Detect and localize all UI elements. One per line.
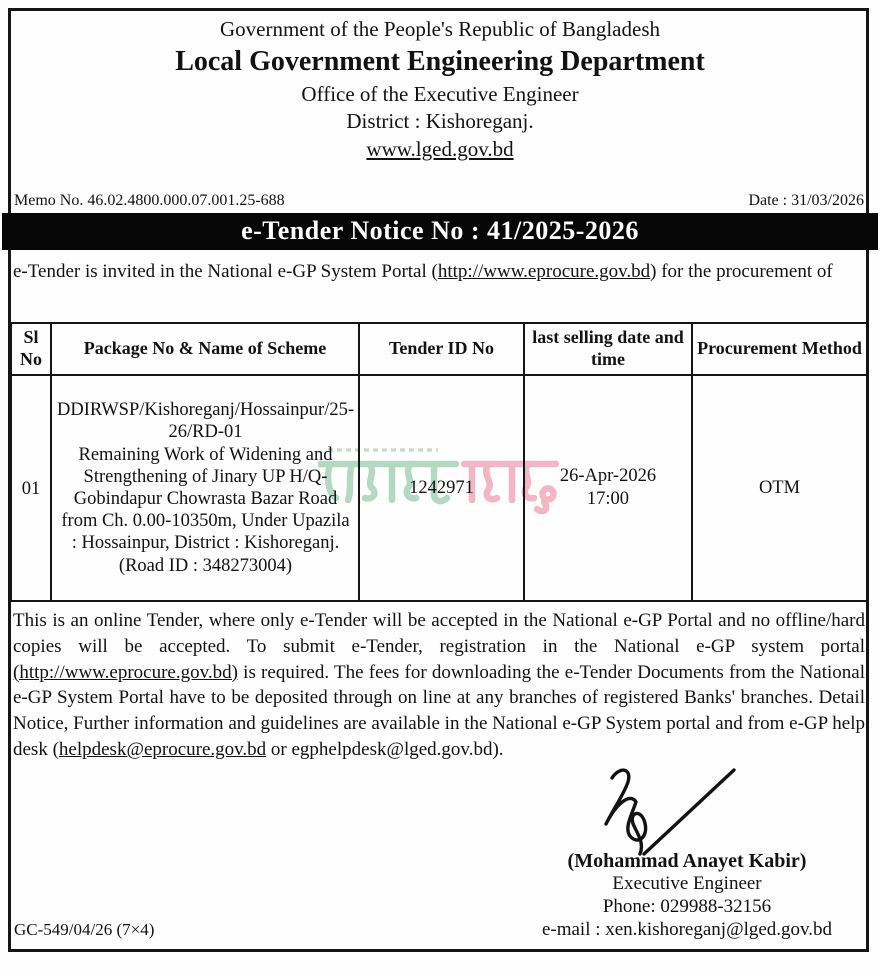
- eprocure-url-2: (http://www.eprocure.gov.bd): [13, 661, 238, 683]
- office-title: Office of the Executive Engineer: [301, 81, 579, 106]
- eprocure-url: http://www.eprocure.gov.bd: [437, 261, 651, 282]
- intro-paragraph: [13, 259, 865, 286]
- cell-tender-id: 1242971: [359, 375, 524, 601]
- signatory-title: Executive Engineer: [612, 873, 762, 894]
- tender-table: [10, 322, 868, 602]
- closing-text-2: is required. The fees for downloading the e-Tender Documents from the National e-GP System Portal have to be deposited through on line at any branches of registered Banks' branches. Detail Notice, Further information and guidelines are available in the National e-GP System portal and from e-GP help desk (: [13, 661, 865, 761]
- signatory-phone: Phone: 029988-32156: [602, 895, 772, 917]
- signature-image: [586, 758, 750, 856]
- department-title: Local Government Engineering Department: [175, 45, 705, 77]
- closing-text-1: This is an online Tender, where only e-Tender will be accepted in the National e-GP Portal and no offline/hard copies will be accepted. To submit e-Tender, registration in the National e-GP system portal: [13, 610, 865, 657]
- memo-row: [14, 192, 864, 210]
- signatory-name: (Mohammad Anayet Kabir): [567, 850, 807, 872]
- signatory-block: [505, 849, 869, 941]
- intro-text-2: ) for the procurement of: [650, 261, 833, 282]
- memo-number: Memo No. 46.02.4800.000.07.001.25-688: [14, 192, 285, 209]
- header-method: Procurement Method: [692, 323, 867, 375]
- closing-text-3: or egphelpdesk@lged.gov.bd).: [266, 739, 504, 761]
- intro-text-1: e-Tender is invited in the National e-GP System Portal (: [13, 261, 438, 282]
- package-code: DDIRWSP/Kishoreganj/Hossainpur/25-26/RD-01: [57, 400, 355, 443]
- cell-package: [51, 375, 359, 601]
- header-tender-id: Tender ID No: [359, 323, 524, 375]
- table-header-row: [11, 323, 867, 375]
- tender-notice-banner: [2, 213, 878, 250]
- signatory-email: e-mail : xen.kishoreganj@lged.gov.bd: [541, 918, 833, 940]
- document-header: [0, 16, 880, 164]
- package-description: Remaining Work of Widening and Strengthening of Jinary UP H/Q- Gobindapur Chowrasta Bazar Road from Ch. 0.00-10350m, Under Upazila : Hossainpur, District : Kishoreganj. (Road ID : 348273004): [61, 444, 350, 576]
- footer-reference-code: GC-549/04/26 (7×4): [14, 920, 155, 939]
- header-sl-no: Sl No: [11, 323, 51, 375]
- cell-method: OTM: [692, 375, 867, 601]
- district-line: District : Kishoreganj.: [346, 109, 534, 134]
- header-package: Package No & Name of Scheme: [51, 323, 359, 375]
- cell-sl-no: 01: [11, 375, 51, 601]
- closing-paragraph: [13, 608, 865, 763]
- selling-time: 17:00: [586, 489, 630, 509]
- header-last-selling: last selling date and time: [524, 323, 692, 375]
- selling-date: 26-Apr-2026: [559, 465, 657, 486]
- tender-notice-title: e-Tender Notice No : 41/2025-2026: [241, 216, 639, 245]
- government-title: Government of the People's Republic of Bangladesh: [219, 17, 660, 41]
- helpdesk-email: helpdesk@eprocure.gov.bd: [58, 739, 267, 761]
- cell-last-selling: [524, 375, 692, 601]
- memo-date: Date : 31/03/2026: [748, 192, 864, 209]
- table-row: [11, 375, 867, 601]
- website-link: www.lged.gov.bd: [366, 137, 514, 162]
